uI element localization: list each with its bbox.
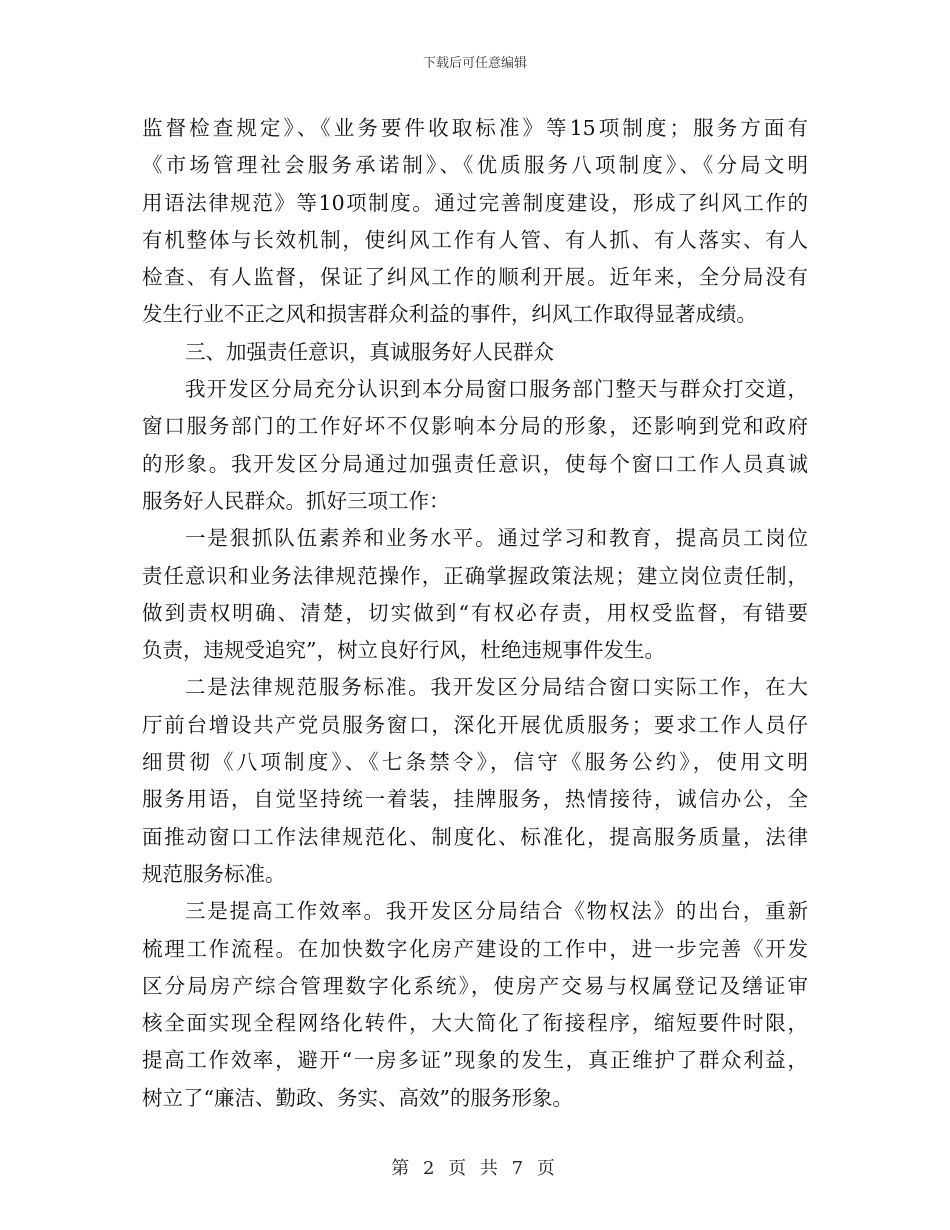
text-line: 三是提高工作效率。我开发区分局结合《物权法》的出台，重新 [185,899,808,924]
text-line: 负责，违规受追究”，树立良好行风，杜绝违规事件发生。 [142,638,665,663]
text-line: 有机整体与长效机制，使纠风工作有人管、有人抓、有人落实、有人 [142,227,808,252]
text-line: 监督检查规定》、《业务要件收取标准》等15项制度；服务方面有 [142,116,808,140]
text-line: 发生行业不正之风和损害群众利益的事件，纠风工作取得显著成绩。 [142,302,757,327]
text-line: 规范服务标准。 [142,861,286,886]
text-line: 《市场管理社会服务承诺制》、《优质服务八项制度》、《分局文明 [142,153,808,178]
text-line: 提高工作效率，避开“一房多证”现象的发生，真正维护了群众利益， [142,1048,808,1073]
text-line: 树立了“廉洁、勤政、务实、高效”的服务形象。 [142,1085,573,1110]
text-line: 厅前台增设共产党员服务窗口，深化开展优质服务；要求工作人员仔 [142,712,808,737]
text-line: 的形象。我开发区分局通过加强责任意识，使每个窗口工作人员真诚 [142,451,808,476]
text-line: 核全面实现全程网络化转件，大大简化了衔接程序，缩短要件时限， [142,1011,808,1036]
text-line: 一是狠抓队伍素养和业务水平。通过学习和教育，提高员工岗位 [185,526,808,551]
text-line: 梳理工作流程。在加快数字化房产建设的工作中，进一步完善《开发 [142,936,808,961]
document-body [142,110,808,1117]
text-line: 用语法律规范》等10项制度。通过完善制度建设，形成了纠风工作的 [142,190,808,215]
text-line: 服务用语，自觉坚持统一着装，挂牌服务，热情接待，诚信办公，全 [142,787,808,812]
text-line: 三、加强责任意识，真诚服务好人民群众 [185,339,554,364]
text-line: 区分局房产综合管理数字化系统》，使房产交易与权属登记及缮证审 [142,973,808,998]
page-number-footer: 第 2 页 共 7 页 [391,1158,559,1179]
text-line: 二是法律规范服务标准。我开发区分局结合窗口实际工作，在大 [185,675,808,700]
text-line: 窗口服务部门的工作好坏不仅影响本分局的形象，还影响到党和政府 [142,414,808,439]
page-header-note: 下载后可任意编辑 [422,56,527,71]
text-line: 服务好人民群众。抓好三项工作： [142,488,450,513]
text-line: 面推动窗口工作法律规范化、制度化、标准化，提高服务质量，法律 [142,824,808,849]
text-line: 细贯彻《八项制度》、《七条禁令》，信守《服务公约》，使用文明 [142,750,808,775]
text-line: 我开发区分局充分认识到本分局窗口服务部门整天与群众打交道， [185,377,808,402]
text-line: 检查、有人监督，保证了纠风工作的顺利开展。近年来，全分局没有 [142,265,808,290]
text-line: 做到责权明确、清楚，切实做到“有权必存责，用权受监督，有错要 [142,600,808,625]
text-line: 责任意识和业务法律规范操作，正确掌握政策法规；建立岗位责任制， [142,563,808,588]
